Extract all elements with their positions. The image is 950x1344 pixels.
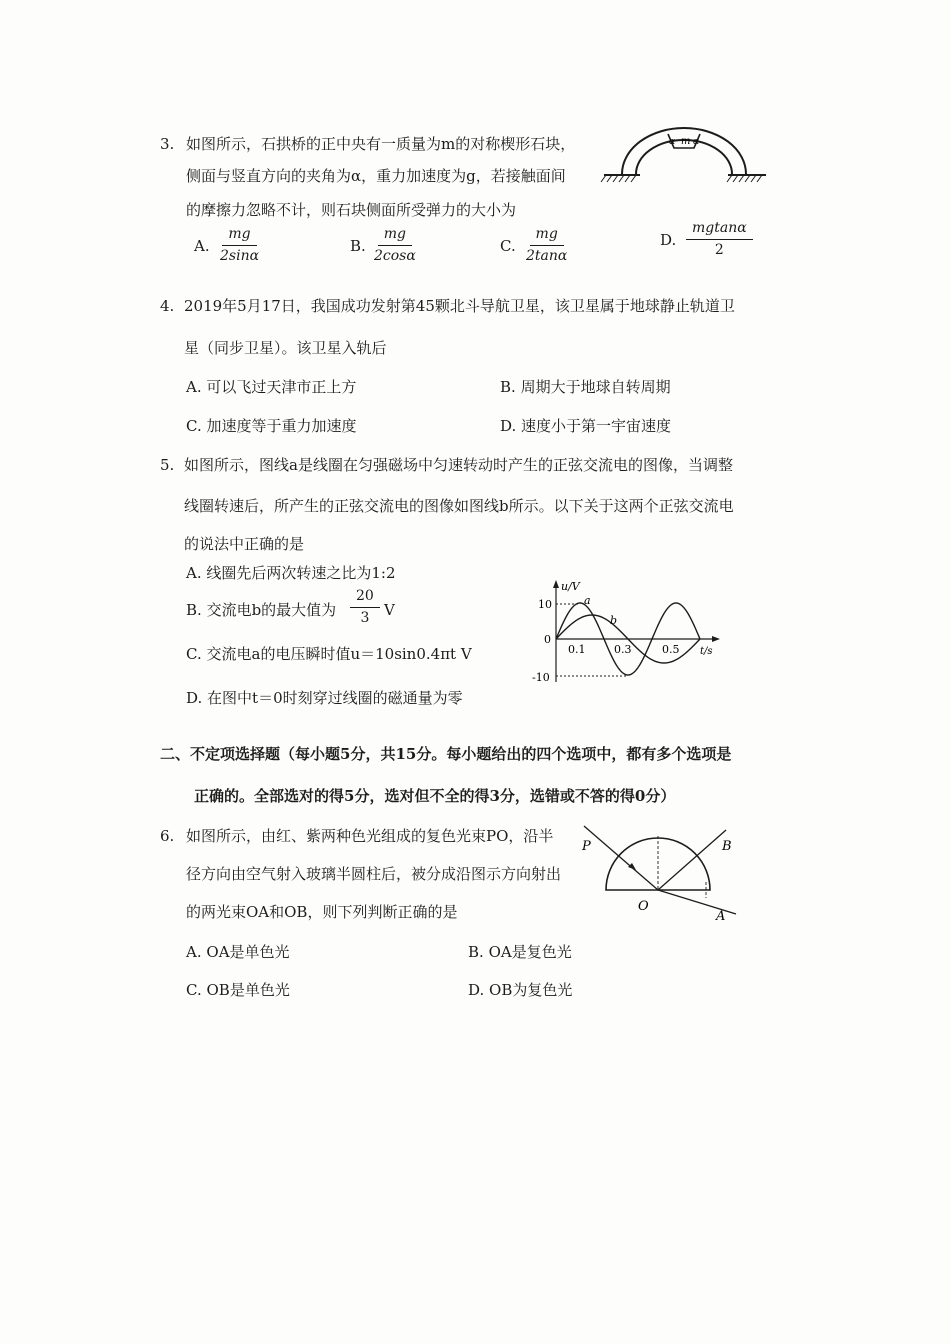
- chart-x-tick-0-3: 0.3: [614, 643, 632, 656]
- chart-x-tick-0-5: 0.5: [662, 643, 680, 656]
- q3-option-a-label: A.: [194, 237, 210, 255]
- q3-option-c-den: 2tanα: [526, 248, 568, 264]
- q4-stem-line2: 星（同步卫星）。该卫星入轨后: [184, 339, 387, 357]
- q4-stem-line1: 2019年5月17日，我国成功发射第45颗北斗导航卫星，该卫星属于地球静止轨道卫: [184, 297, 735, 315]
- q6-option-c: C. OB是单色光: [186, 981, 290, 999]
- q5-stem-line3: 的说法中正确的是: [184, 535, 305, 553]
- q5-number: 5.: [160, 456, 175, 474]
- q3-option-a-fraction: [220, 226, 259, 265]
- chart-x-tick-0-1: 0.1: [568, 643, 586, 656]
- ac-voltage-chart: [518, 578, 724, 690]
- section2-heading-line1: 二、不定项选择题（每小题5分，共15分。每小题给出的四个选项中，都有多个选项是: [160, 745, 732, 763]
- q3-stem-line1: 如图所示，石拱桥的正中央有一质量为m的对称楔形石块，: [186, 135, 576, 153]
- q3-option-b-fraction: [374, 226, 416, 265]
- section2-heading-line2: 正确的。全部选对的得5分，选对但不全的得3分，选错或不答的得0分）: [194, 787, 676, 805]
- q3-option-c-fraction: [526, 226, 567, 265]
- chart-y-tick-0: 0: [544, 633, 551, 646]
- q6-stem-line3: 的两光束OA和OB，则下列判断正确的是: [186, 903, 458, 921]
- chart-y-tick-neg10: -10: [532, 671, 550, 684]
- q5-option-b-unit: V: [384, 601, 395, 619]
- q5-stem-line1: 如图所示，图线a是线圈在匀强磁场中匀速转动时产生的正弦交流电的图像，当调整: [184, 456, 733, 474]
- q3-figure-label-alpha-left: α: [669, 137, 676, 147]
- q6-figure-label-o: O: [638, 899, 649, 914]
- q6-option-b: B. OA是复色光: [468, 943, 572, 961]
- q4-option-b: B. 周期大于地球自转周期: [500, 378, 671, 396]
- q3-option-a-num: mg: [222, 226, 256, 246]
- q5-option-b-den: 3: [360, 610, 370, 626]
- chart-y-axis-label: u/V: [561, 580, 580, 593]
- q3-option-b-den: 2cosα: [374, 248, 416, 264]
- q3-option-b-label: B.: [350, 237, 366, 255]
- q6-figure-label-b: B: [722, 839, 732, 854]
- q3-number: 3.: [160, 135, 175, 153]
- q5-option-a: A. 线圈先后两次转速之比为1:2: [186, 564, 396, 582]
- q3-figure-label-m: m: [681, 136, 691, 147]
- q3-option-d-num: mgtanα: [686, 220, 753, 240]
- q5-option-d: D. 在图中t＝0时刻穿过线圈的磁通量为零: [186, 689, 463, 707]
- q4-option-a: A. 可以飞过天津市正上方: [186, 378, 357, 396]
- q4-option-c: C. 加速度等于重力加速度: [186, 417, 357, 435]
- chart-series-a-label: a: [584, 594, 591, 607]
- chart-y-tick-10: 10: [538, 598, 552, 611]
- q6-figure-label-a: A: [716, 909, 726, 924]
- chart-x-axis-label: t/s: [700, 646, 713, 657]
- q5-option-b-num: 20: [350, 588, 380, 608]
- q6-stem-line1: 如图所示，由红、紫两种色光组成的复色光束PO，沿半: [186, 827, 554, 845]
- q3-option-d-label: D.: [660, 231, 677, 249]
- q5-option-c: C. 交流电a的电压瞬时值u＝10sin0.4πt V: [186, 645, 472, 663]
- q3-option-b-num: mg: [378, 226, 412, 246]
- q3-stem-line3: 的摩擦力忽略不计，则石块侧面所受弹力的大小为: [186, 201, 517, 219]
- q3-figure-label-alpha-right: α: [693, 137, 700, 147]
- q3-option-a-den: 2sinα: [220, 248, 260, 264]
- q6-option-d: D. OB为复色光: [468, 981, 573, 999]
- semicircle-prism-figure: [576, 818, 756, 928]
- q6-stem-line2: 径方向由空气射入玻璃半圆柱后，被分成沿图示方向射出: [186, 865, 562, 883]
- q5-stem-line2: 线圈转速后，所产生的正弦交流电的图像如图线b所示。以下关于这两个正弦交流电: [184, 497, 734, 515]
- q6-option-a: A. OA是单色光: [186, 943, 290, 961]
- chart-x-axis-arrow: [712, 636, 720, 642]
- q3-option-c-label: C.: [500, 237, 516, 255]
- arch-bridge-figure: [600, 122, 770, 188]
- q3-option-d-den: 2: [714, 242, 724, 258]
- q3-option-d-fraction: [686, 220, 753, 259]
- q4-number: 4.: [160, 297, 175, 315]
- q3-stem-line2: 侧面与竖直方向的夹角为α，重力加速度为g，若接触面间: [186, 167, 566, 185]
- q5-option-b-fraction: [350, 588, 380, 627]
- chart-series-b-label: b: [610, 614, 618, 627]
- q5-option-b: B. 交流电b的最大值为: [186, 601, 337, 619]
- chart-y-axis-arrow: [553, 580, 559, 588]
- q3-option-c-num: mg: [530, 226, 564, 246]
- q4-option-d: D. 速度小于第一宇宙速度: [500, 417, 672, 435]
- q6-number: 6.: [160, 827, 175, 845]
- q6-figure-label-p: P: [582, 839, 591, 854]
